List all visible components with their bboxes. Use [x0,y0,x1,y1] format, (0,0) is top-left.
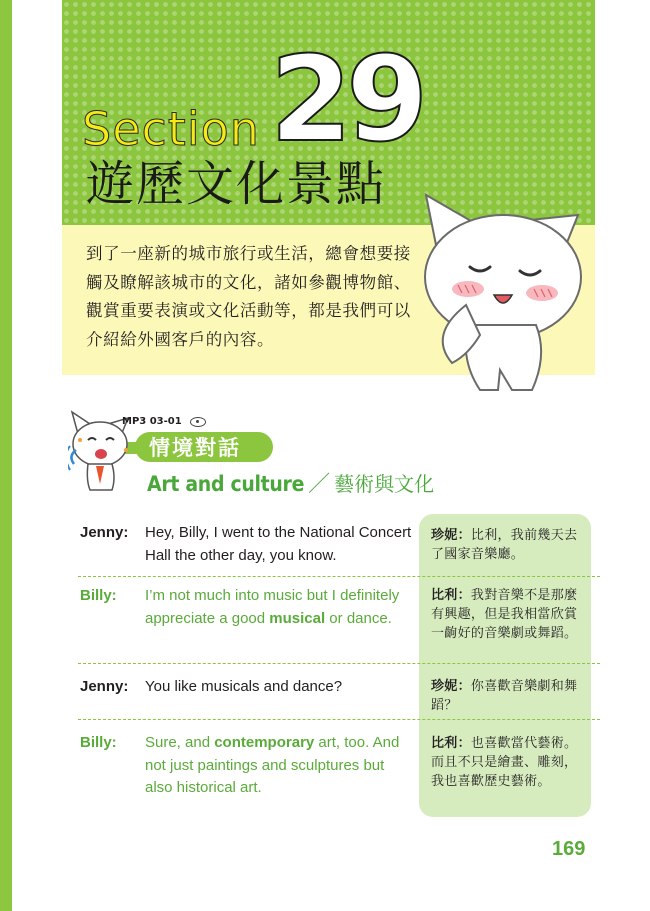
zh-speaker: 珍妮： [431,528,471,543]
dialogue-title-separator: ／ [308,472,331,497]
speaker-label: Billy: [80,734,117,751]
dialogue-text: You like musicals and dance? [145,678,343,695]
divider [78,663,600,664]
mp3-label: MP3 03-01 [122,416,182,427]
mascot-cat-blushing-icon [408,185,598,404]
page-edge-bar [0,0,12,911]
dialogue-text: art, too. And not just paintings and sculptures but also historical art. [145,734,400,796]
mp3-track [122,416,206,427]
speaker-label: Jenny: [80,678,129,695]
dialogue-title-zh: 藝術與文化 [334,472,435,496]
section-number: 29 [270,30,423,168]
section-word: Section [82,102,260,156]
dialogue-line-zh [431,526,581,564]
dialogue-text: Hey, Billy, I went to the National Concert Hall the other day, you know. [145,524,412,564]
dialogue-title-en: Art and culture [147,472,305,496]
divider [78,576,600,577]
section-title: 遊歷文化景點 [86,156,387,212]
zh-text: 你喜歡音樂劇和舞蹈？ [431,679,578,713]
zh-text: 我對音樂不是那麼有興趣，但是我相當欣賞一齣好的音樂劇或舞蹈。 [431,588,578,641]
zh-text: 比利，我前幾天去了國家音樂廳。 [431,528,578,562]
zh-speaker: 比利： [431,588,471,603]
dialogue-line-zh [431,734,581,791]
dialogue-text: or dance. [325,609,392,627]
speaker-label: Jenny: [80,524,129,541]
dialogue-text: I’m not much into music but I definitely appreciate a good [145,587,400,627]
zh-speaker: 比利： [431,736,471,751]
vocab-word: musical [269,609,326,627]
zh-speaker: 珍妮： [431,679,471,694]
dialogue-line-en [145,522,415,567]
vocab-word: contemporary [214,734,315,751]
dialogue-line-en [145,676,415,699]
zh-text: 也喜歡當代藝術。而且不只是繪畫、雕刻，我也喜歡歷史藝術。 [431,736,578,789]
page-number: 169 [552,838,586,860]
dialogue-line-zh [431,677,581,715]
dialogue-line-en [145,732,415,800]
intro-text: 到了一座新的城市旅行或生活，總會想要接觸及瞭解該城市的文化，諸如參觀博物館、觀賞重要表演或文化活動等，都是我們可以介紹給外國客戶的內容。 [86,244,411,349]
speaker-label: Billy: [80,587,117,604]
dialogue-tag: 情境對話 [135,432,273,462]
dialogue-line-zh [431,586,581,643]
disc-icon [190,417,206,427]
divider [78,719,600,720]
dialogue-text: Sure, and [145,734,215,751]
dialogue-title [147,474,434,496]
dialogue-line-en [145,585,415,630]
